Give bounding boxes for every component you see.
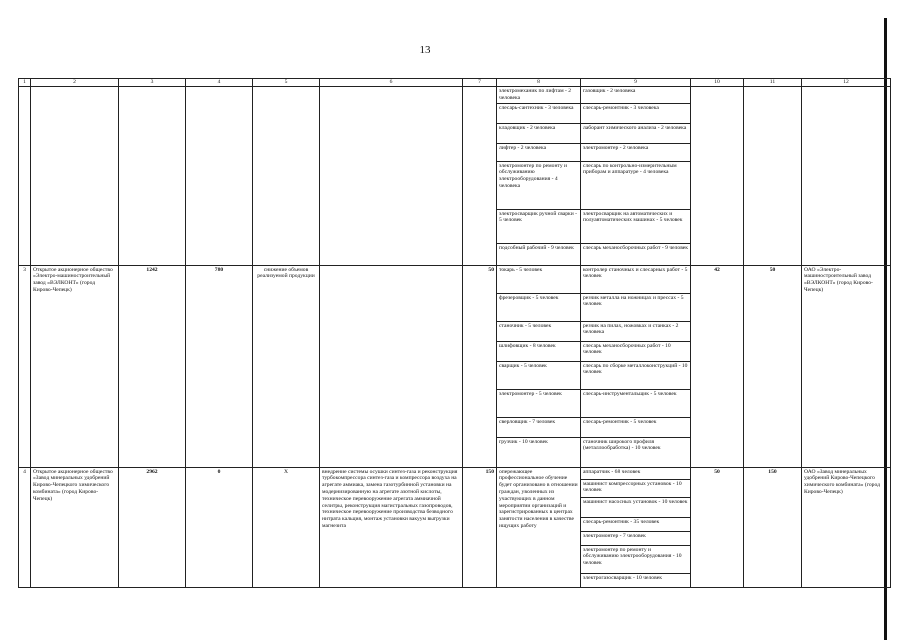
value-cell: 150 — [744, 467, 802, 587]
value-cell: 50 — [463, 265, 497, 467]
reason-cell: снижение объемов реализуемой продукции — [253, 265, 320, 467]
empty-cell — [744, 87, 802, 266]
profession-cell: слесарь механосборочных работ - 9 человек — [581, 243, 691, 265]
profession-cell: станочник - 5 человек — [497, 321, 581, 341]
header-cell: 6 — [320, 79, 463, 87]
profession-cell: газовщик - 2 человека — [581, 87, 691, 104]
profession-cell: слесарь механосборочных работ - 10 человек — [581, 341, 691, 361]
profession-cell: слесарь-сантехник - 3 человека — [497, 103, 581, 123]
profession-cell: электромонтер по ремонту и обслуживанию электрооборудования - 4 человека — [497, 161, 581, 209]
header-cell: 3 — [119, 79, 186, 87]
value-cell: 42 — [691, 265, 744, 467]
profession-cell: электромонтер - 5 человек — [497, 389, 581, 417]
profession-cell: станочник широкого профиля (металлообработка) - 10 человек — [581, 437, 691, 467]
row-number-cell: 4 — [19, 467, 31, 587]
profession-cell: слесарь-ремонтник - 3 человека — [581, 103, 691, 123]
organization-cell: Открытое акционерное общество «Завод минеральных удобрений Кирово-Чепецкого химического комбината» (город Кирово-Чепецк) — [31, 467, 119, 587]
profession-cell: машинист компрессорных установок - 10 человек — [581, 479, 691, 497]
document-table-container — [18, 78, 880, 588]
value-cell: 150 — [463, 467, 497, 587]
empty-cell — [186, 87, 253, 266]
profession-cell: резчик металла на ножницах и прессах - 5 человек — [581, 293, 691, 321]
value-cell: 50 — [744, 265, 802, 467]
profession-cell: слесарь-ремонтник - 5 человек — [581, 417, 691, 437]
profession-cell: лаборант химического анализа - 2 человека — [581, 123, 691, 143]
empty-cell — [463, 87, 497, 266]
profession-cell: электромонтер по ремонту и обслуживанию электрооборудования - 10 человек — [581, 545, 691, 573]
profession-cell: электросварщик на автоматических и полуавтоматических машинах - 5 человек — [581, 209, 691, 243]
profession-cell: электромонтер - 2 человека — [581, 143, 691, 161]
profession-cell: слесарь-ремонтник - 35 человек — [581, 517, 691, 531]
table-row — [19, 467, 891, 479]
header-cell: 4 — [186, 79, 253, 87]
training-note-cell: опережающее профессиональное обучение будет организовано в отношении граждан, уволенных из участвующих в данном мероприятии организаций и зарегистрированных в центрах занятости населения в качестве ищущих работу — [497, 467, 581, 587]
empty-cell — [253, 87, 320, 266]
profession-cell: электромонтер - 7 человек — [581, 531, 691, 545]
header-cell: 9 — [581, 79, 691, 87]
profession-cell: резчик на пилах, ножовках и станках - 2 человека — [581, 321, 691, 341]
header-cell: 7 — [463, 79, 497, 87]
empty-cell — [31, 87, 119, 266]
header-cell: 5 — [253, 79, 320, 87]
header-cell: 1 — [19, 79, 31, 87]
profession-cell: фрезеровщик - 5 человек — [497, 293, 581, 321]
header-cell: 2 — [31, 79, 119, 87]
value-cell: 780 — [186, 265, 253, 467]
profession-cell: машинист насосных установок - 10 человек — [581, 497, 691, 517]
value-cell: 0 — [186, 467, 253, 587]
profession-cell: электросварщик ручной сварки - 5 человек — [497, 209, 581, 243]
profession-cell: контролер станочных и слесарных работ - 5 человек — [581, 265, 691, 293]
profession-cell: слесарь по контрольно-измерительным приборам и аппаратуре - 4 человека — [581, 161, 691, 209]
header-cell: 12 — [802, 79, 891, 87]
value-cell: 2962 — [119, 467, 186, 587]
measures-cell — [320, 265, 463, 467]
profession-cell: токарь - 5 человек — [497, 265, 581, 293]
header-cell: 10 — [691, 79, 744, 87]
profession-cell: подсобный рабочий - 9 человек — [497, 243, 581, 265]
page-number: 13 — [419, 44, 431, 56]
empty-cell — [320, 87, 463, 266]
profession-cell: электромеханик по лифтам - 2 человека — [497, 87, 581, 104]
profession-cell: лифтер - 2 человека — [497, 143, 581, 161]
reason-cell: X — [253, 467, 320, 587]
row-number-cell: 3 — [19, 265, 31, 467]
profession-cell: кладовщик - 2 человека — [497, 123, 581, 143]
empty-cell — [691, 87, 744, 266]
value-cell: 1242 — [119, 265, 186, 467]
profession-cell: грузчик - 10 человек — [497, 437, 581, 467]
empty-cell — [119, 87, 186, 266]
profession-cell: сварщик - 5 человек — [497, 361, 581, 389]
header-row — [19, 79, 891, 87]
employer-cell: ОАО «Завод минеральных удобрений Кирово-Чепецкого химического комбината» (город Кирово-Чепецк) — [802, 467, 891, 587]
profession-cell: аппаратчик - 68 человек — [581, 467, 691, 479]
measures-cell: внедрение системы осушки синтез-газа и реконструкция турбокомпрессора синтез-газа и компрессора воздуха на агрегате аммиака, замена газотурбинной установки на модернизированную на агрегате азотной кислоты, техническое перевооружение агрегата аммиачной селитры, реконструкция магистральных газопроводов, техническое перевооружение производства безводного нитрата кальция, монтаж установки вакуум выгрузки магнезита — [320, 467, 463, 587]
profession-cell: электрогазосварщик - 10 человек — [581, 573, 691, 587]
header-cell: 11 — [744, 79, 802, 87]
document-table — [18, 78, 891, 588]
table-row — [19, 87, 891, 104]
profession-cell: сверловщик - 7 человек — [497, 417, 581, 437]
header-cell: 8 — [497, 79, 581, 87]
profession-cell: слесарь-инструментальщик - 5 человек — [581, 389, 691, 417]
organization-cell: Открытое акционерное общество «Электро-машиностроительный завод «ВЭЛКОНТ» (город Кирово-Чепецк) — [31, 265, 119, 467]
table-row — [19, 265, 891, 293]
empty-cell — [802, 87, 891, 266]
value-cell: 50 — [691, 467, 744, 587]
profession-cell: шлифовщик - 8 человек — [497, 341, 581, 361]
empty-cell — [19, 87, 31, 266]
profession-cell: слесарь по сборке металлоконструкций - 10 человек — [581, 361, 691, 389]
employer-cell: ОАО «Электро-машиностроительный завод «ВЭЛКОНТ» (город Кирово-Чепецк) — [802, 265, 891, 467]
